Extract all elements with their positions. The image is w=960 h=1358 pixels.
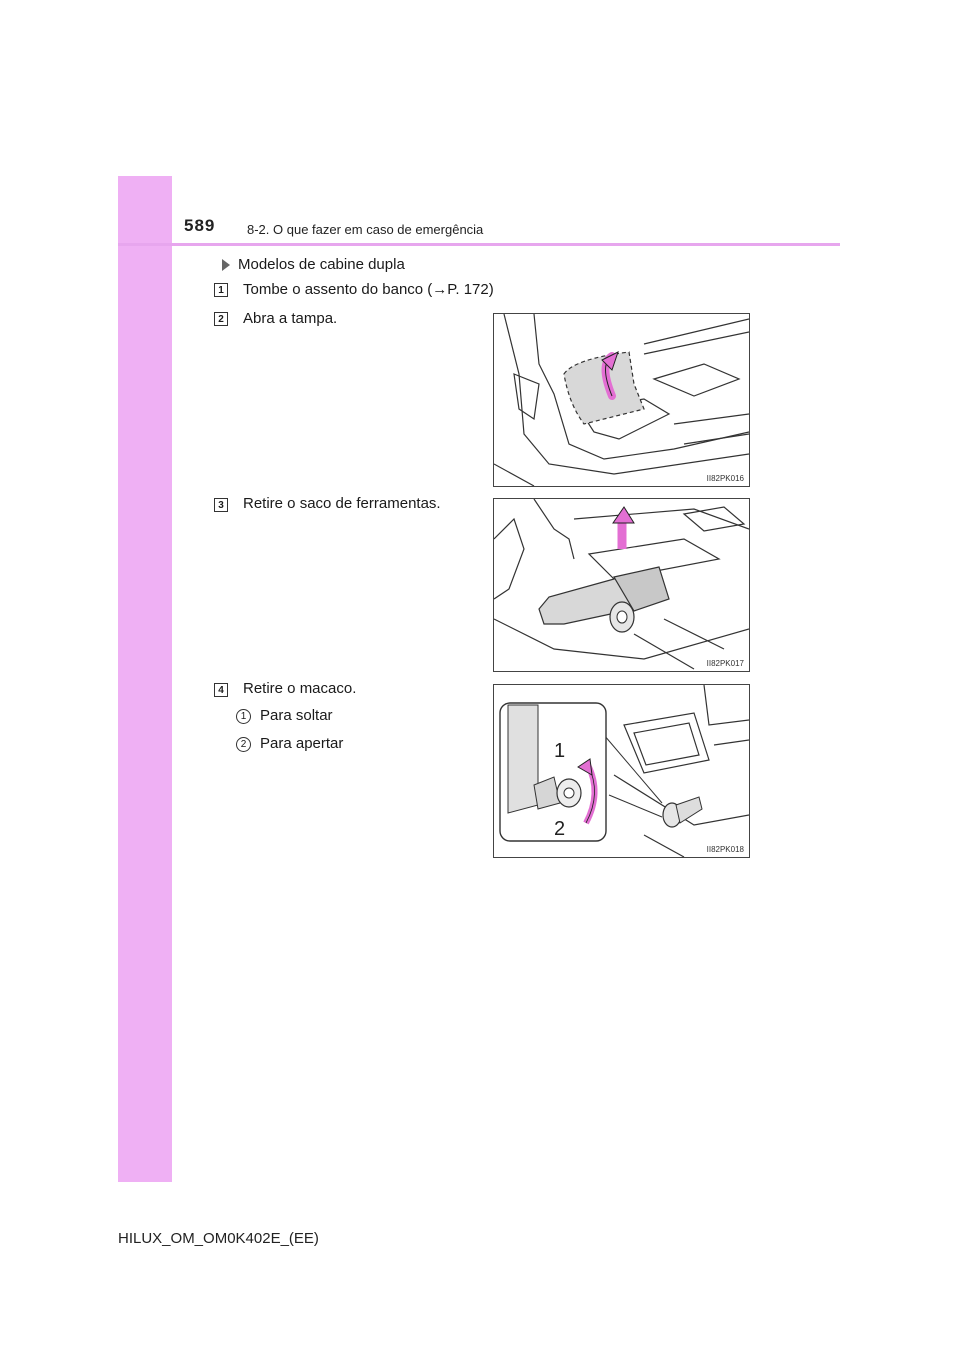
step-badge-1: 1 [214, 283, 228, 297]
step-text-2: Abra a tampa. [243, 310, 338, 327]
figure-jack [493, 684, 750, 858]
step-badge-4: 4 [214, 683, 228, 697]
jack-illustration [494, 685, 749, 857]
step-text-3: Retire o saco de ferramentas. [243, 495, 441, 512]
step-badge-3: 3 [214, 498, 228, 512]
section-title: 8-2. O que fazer em caso de emergência [247, 222, 484, 237]
figure-tool-bag [493, 498, 750, 672]
figure-open-lid [493, 313, 750, 487]
substep-badge-2: 2 [236, 737, 251, 752]
open-lid-illustration [494, 314, 749, 486]
substep-text-1: Para soltar [260, 707, 333, 724]
step-text-4: Retire o macaco. [243, 680, 357, 697]
bullet-text: Modelos de cabine dupla [238, 256, 405, 273]
figure-code: II82PK018 [706, 845, 744, 854]
substep-text-2: Para apertar [260, 735, 344, 752]
step-text-1: Tombe o assento do banco (→P. 172) [243, 281, 494, 298]
side-tab-bar [118, 176, 172, 1182]
step-badge-2: 2 [214, 312, 228, 326]
model-bullet [222, 256, 405, 273]
triangle-bullet-icon [222, 259, 230, 271]
header-rule [118, 243, 840, 246]
tool-bag-illustration [494, 499, 749, 671]
figure-code: II82PK016 [706, 474, 744, 483]
figure-code: II82PK017 [706, 659, 744, 668]
substep-badge-1: 1 [236, 709, 251, 724]
page-number: 589 [184, 216, 216, 235]
callout-2: 2 [554, 818, 566, 840]
document-footer: HILUX_OM_OM0K402E_(EE) [118, 1230, 319, 1247]
callout-1: 1 [554, 740, 566, 762]
